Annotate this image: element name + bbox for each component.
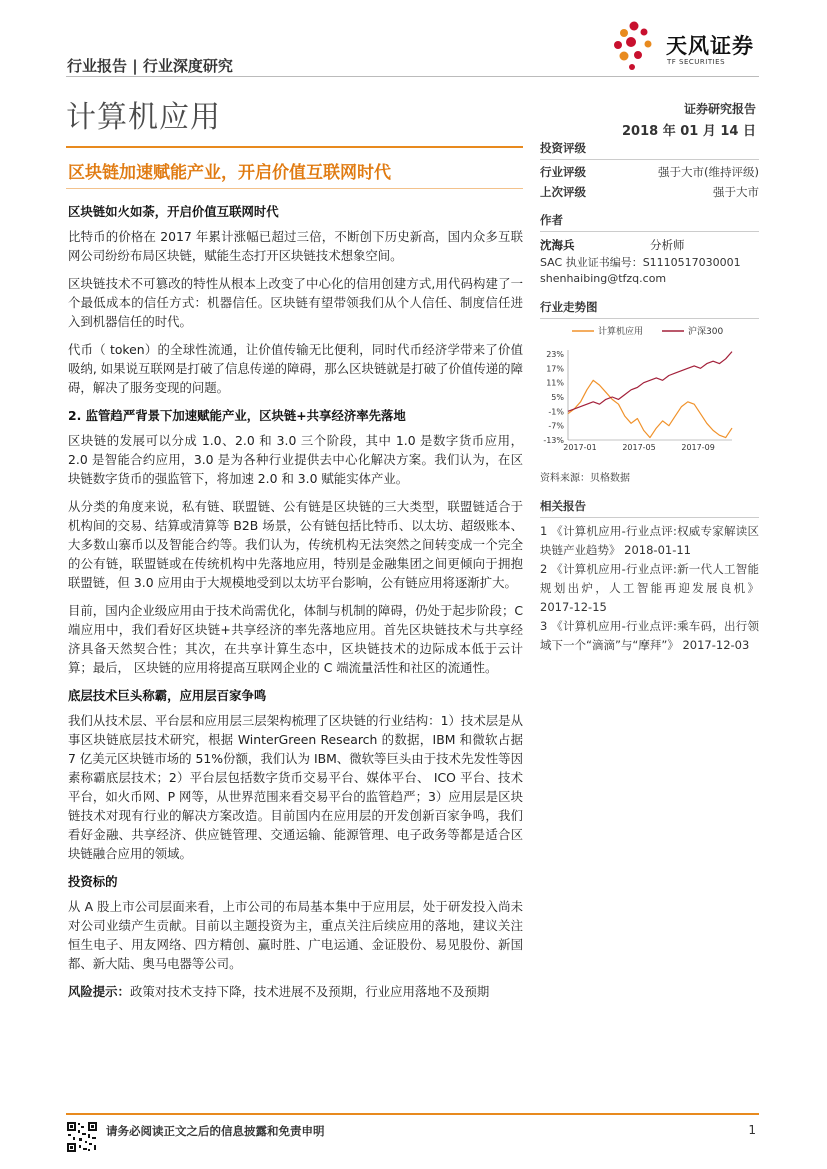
related-item[interactable]: 3 《计算机应用-行业点评:乘车码，出行领域下一个“滴滴”与“摩拜”》 2017-12-03: [540, 619, 759, 652]
prev-rating-value: 强于大市: [713, 185, 759, 199]
report-date: 2018 年 01 月 14 日: [622, 124, 756, 139]
paragraph: 代币（ token）的全球性流通，让价值传输无比便利，同时代币经济学带来了价值吸纳, 如果说互联网是打破了信息传递的障碍，那么区块链就是打破了价值传递的障碍，解决了服务变现的问题。: [68, 342, 523, 395]
logo-english: TF SECURITIES: [667, 58, 726, 66]
paragraph: 从分类的角度来说，私有链、联盟链、公有链是区块链的三大类型，联盟链适合于机构间的交易、结算或清算等 B2B 场景，公有链包括比特币、以太坊、超级账本、大多数山寨币以及智能合约等。我们认为，传统机构无法突然之间转变成一个完全的公有链，联盟链或在传统机构中先落地应用，特别是金融集团之间更倾向于拥抱联盟链，但 3.0 应用由于大规模地受到以太坊平台影响，公有链应用将逐渐扩大。: [68, 499, 523, 590]
section-heading: 区块链如火如荼，开启价值互联网时代: [68, 204, 279, 219]
page-number: 1: [748, 1123, 756, 1137]
section-heading: 底层技术巨头称霸，应用层百家争鸣: [68, 688, 267, 703]
prev-rating-label: 上次评级: [540, 185, 586, 199]
section-heading: 投资标的: [68, 874, 118, 889]
trend-chart: [540, 320, 759, 460]
y-tick-label: 5%: [551, 393, 564, 402]
y-tick-label: 23%: [546, 350, 564, 359]
rating-title: 投资评级: [540, 141, 586, 155]
qr-code-icon: [66, 1121, 98, 1153]
paragraph: 目前，国内企业级应用由于技术尚需优化，体制与机制的障碍，仍处于起步阶段；C 端应用中，我们看好区块链+共享经济的率先落地应用。首先区块链技术与共享经济具备天然契合性；其次，在共享计算生态中，区块链技术的边际成本低于云计算；最后， 区块链的应用将提高互联网企业的 C 端流量活性和社区的流通性。: [68, 603, 523, 675]
x-tick-label: 2017-01: [563, 443, 597, 452]
legend-label: 计算机应用: [598, 327, 644, 337]
rating-block: [540, 140, 759, 202]
author-title: 作者: [540, 213, 563, 227]
x-tick-label: 2017-05: [622, 443, 656, 452]
author-sac: SAC 执业证书编号：S1110517030001: [540, 256, 741, 269]
prev-rating-row: [540, 182, 759, 202]
paragraph: 比特币的价格在 2017 年累计涨幅已超过三倍，不断创下历史新高，国内众多互联网公司纷纷布局区块链，赋能生态打开区块链技术想象空间。: [68, 229, 523, 263]
related-item[interactable]: 1 《计算机应用-行业点评:权威专家解读区块链产业趋势》 2018-01-11: [540, 524, 759, 557]
trend-rule: [540, 318, 759, 319]
title-bottom-rule: [66, 188, 523, 189]
industry-title: 计算机应用: [66, 100, 221, 135]
footer-rule: [66, 1113, 759, 1115]
header-divider: [66, 76, 759, 77]
paragraph: 我们从技术层、平台层和应用层三层架构梳理了区块链的行业结构：1）技术层是从事区块链底层技术研究，根据 WinterGreen Research 的数据，IBM 和微软占据 7 亿美元区块链市场的 51%份额，我们认为 IBM、微软等巨头由于技术先发性等因素称霸底层技术；2）平台层包括数字货币交易平台、媒体平台、 ICO 平台、技术平台，如火币网、P 网等，从世界范围来看交易平台的监管趋严；3）应用层是区块链技术对现有行业的解决方案改造。目前国内在应用层的开发创新百家争鸣，我们看好金融、共享经济、供应链管理、交通运输、能源管理、电子政务等都是适合区块链融合应用的领域。: [68, 713, 523, 861]
report-kind: 证券研究报告: [683, 102, 756, 116]
legend-label: 沪深300: [688, 327, 724, 337]
y-tick-label: 17%: [546, 364, 564, 374]
author-row: [540, 235, 759, 255]
y-tick-label: -7%: [548, 421, 564, 431]
report-subtitle: 区块链加速赋能产业，开启价值互联网时代: [68, 163, 391, 183]
industry-rating-label: 行业评级: [540, 165, 586, 179]
paragraph: 从 A 股上市公司层面来看，上市公司的布局基本集中于应用层，处于研发投入尚未对公司业绩产生贡献。目前以主题投资为主，重点关注后续应用的落地，建议关注恒生电子、用友网络、四方精创、赢时胜、广电运通、金证股份、易见股份、新国都、新大陆、奥马电器等公司。: [68, 899, 523, 971]
author-name: 沈海兵: [540, 238, 575, 252]
x-tick-label: 2017-09: [681, 443, 715, 452]
author-email[interactable]: shenhaibing@tfzq.com: [540, 272, 667, 285]
footer-disclaimer[interactable]: 请务必阅读正文之后的信息披露和免责申明: [106, 1124, 325, 1138]
industry-rating-value: 强于大市(维持评级): [658, 165, 759, 179]
related-block: [540, 498, 759, 655]
industry-rating-row: [540, 162, 759, 182]
rating-rule: [540, 159, 759, 160]
risk-warning: [68, 982, 523, 1001]
section-heading: 2. 监管趋严背景下加速赋能产业，区块链+共享经济率先落地: [68, 408, 406, 423]
main-column: [68, 190, 523, 1010]
y-tick-label: -1%: [548, 407, 564, 417]
logo-name: 天风证券: [666, 34, 754, 58]
trend-title: 行业走势图: [540, 300, 598, 314]
y-tick-label: -13%: [543, 436, 564, 445]
chart-source: 资料来源：贝格数据: [540, 473, 630, 484]
related-rule: [540, 517, 759, 518]
risk-text: 政策对技术支持下降，技术进展不及预期，行业应用落地不及预期: [129, 984, 490, 999]
paragraph: 区块链的发展可以分成 1.0、2.0 和 3.0 三个阶段，其中 1.0 是数字货币应用，2.0 是智能合约应用，3.0 是为各种行业提供去中心化解决方案。我们认为，在区块链数字货币的强监管下，将加速 2.0 和 3.0 赋能实体产业。: [68, 433, 523, 486]
related-title: 相关报告: [540, 499, 586, 513]
related-list: [540, 522, 759, 655]
y-tick-label: 11%: [546, 378, 564, 388]
related-item[interactable]: 2 《计算机应用-行业点评:新一代人工智能规划出炉，人工智能再迎发展良机》 2017-12-15: [540, 562, 759, 614]
trend-block: [540, 299, 759, 319]
paragraph: 区块链技术不可篡改的特性从根本上改变了中心化的信用创建方式,用代码构建了一个最低成本的信任方式：机器信任。区块链有望带领我们从个人信任、制度信任进入到机器信任的时代。: [68, 276, 523, 329]
title-top-rule: [66, 146, 523, 148]
author-role: 分析师: [650, 238, 685, 252]
report-type: 行业报告 | 行业深度研究: [67, 57, 233, 75]
series-line: [568, 380, 732, 437]
flower-logo-icon: [608, 18, 664, 74]
author-rule: [540, 231, 759, 232]
brand-logo: [608, 18, 760, 74]
risk-label: 风险提示：: [68, 984, 130, 999]
author-block: [540, 212, 759, 287]
